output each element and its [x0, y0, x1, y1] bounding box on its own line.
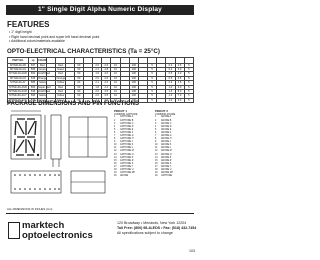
- table-cell: MTN4129-AG: [8, 67, 29, 71]
- table-cell: 100: [129, 85, 138, 89]
- table-cell: 8.0: [175, 89, 184, 93]
- table-cell: 2.6: [102, 72, 111, 76]
- table-cell: 2.1: [93, 81, 102, 85]
- pin-number: 16: [155, 162, 158, 165]
- pinout-2-subtitle: COMMON ANODE: [155, 113, 176, 117]
- table-cell: Green: [56, 68, 65, 72]
- opto-column-header: COLOR: [38, 58, 47, 62]
- pin-number: 4: [155, 125, 157, 128]
- table-cell: 635: [29, 89, 38, 93]
- pin-number: 18: [114, 169, 117, 171]
- table-cell: MTN4129-AR: [8, 63, 29, 67]
- table-cell: 5: [184, 76, 193, 80]
- table-cell: 60: [74, 81, 83, 85]
- opto-table-body: [8, 63, 194, 103]
- table-cell: 100: [129, 89, 138, 93]
- pin-function: CATHODE S: [120, 162, 134, 165]
- table-cell: Red: [56, 72, 65, 76]
- table-cell: 10: [111, 72, 120, 76]
- pin-number: 1: [114, 116, 116, 119]
- pin-function: ANODE DP: [161, 172, 173, 175]
- pin-number: 10: [114, 144, 117, 147]
- pin-function: ANODE U: [161, 169, 172, 171]
- table-cell: MTN4129-AUY: [9, 94, 27, 98]
- pin-function: CATHODE B: [120, 119, 134, 122]
- pin-function: ANODE K: [161, 144, 172, 147]
- footer-divider: [6, 213, 194, 214]
- pin-number: 6: [114, 131, 116, 134]
- table-cell: 2.8: [102, 67, 111, 71]
- table-cell: 60: [74, 89, 83, 93]
- pin-function: ANODE P: [161, 156, 172, 159]
- table-cell: 2.5: [102, 94, 111, 98]
- logo-line-1: marktech: [22, 220, 65, 231]
- pin-function: ANODE H: [161, 138, 172, 141]
- table-cell: 5: [184, 81, 193, 85]
- pin-number: 7: [155, 134, 157, 137]
- feature-item: • 1" digit height: [9, 30, 32, 34]
- page-banner: 1" Single Digit Alpha Numeric Display: [6, 5, 194, 15]
- pin-number: 13: [155, 153, 158, 156]
- table-cell: 5: [148, 63, 157, 67]
- company-logo-text: [22, 221, 93, 241]
- pin-number: 9: [155, 141, 157, 144]
- segment-pattern: [14, 119, 36, 155]
- pin-number: 11: [155, 147, 158, 150]
- pin-function: ANODE R: [161, 159, 172, 162]
- table-cell: 660: [29, 85, 38, 89]
- pin-function: CATHODE L: [120, 147, 133, 150]
- pin-row: [155, 175, 195, 178]
- pin-number: 2: [155, 119, 157, 122]
- pin-function: CATHODE T: [120, 165, 134, 168]
- table-cell: [157, 98, 166, 102]
- pin-number: 19: [114, 172, 117, 175]
- table-cell: 100: [129, 76, 138, 80]
- table-cell: 1.0: [166, 85, 175, 89]
- table-cell: 5: [148, 94, 157, 98]
- table-cell: 2.0: [93, 63, 102, 67]
- table-cell: Red: [56, 85, 65, 89]
- table-cell: 5: [148, 67, 157, 71]
- pin-number: 4: [114, 125, 116, 128]
- table-cell: 1.9: [93, 72, 102, 76]
- pin-function: CATHODE K: [120, 144, 134, 147]
- table-cell: 2.5: [102, 89, 111, 93]
- table-cell: 10: [111, 63, 120, 67]
- pin-function: ANODE C: [161, 122, 172, 125]
- pin-function: ANODE S: [161, 162, 172, 165]
- table-cell: 635: [29, 76, 38, 80]
- table-cell: 0.5: [166, 72, 175, 76]
- table-cell: Hi-Eff Red: [38, 90, 51, 94]
- spec-note: All specifications subject to change: [117, 230, 173, 235]
- table-cell: 1.8: [93, 85, 102, 89]
- table-cell: 60: [74, 67, 83, 71]
- pin-number: 15: [114, 159, 117, 162]
- pin-function: CATHODE P: [120, 156, 134, 159]
- table-cell: Hi-Eff Red: [38, 72, 51, 76]
- pin-function: CATHODE A: [120, 116, 134, 119]
- table-cell: 0.4: [166, 67, 175, 71]
- pinout-2-block: [155, 110, 195, 178]
- table-cell: 5: [148, 81, 157, 85]
- side-view-outline: [51, 115, 61, 159]
- table-cell: 697: [29, 63, 38, 67]
- pin-number: 12: [155, 150, 158, 153]
- table-cell: 10: [111, 89, 120, 93]
- table-cell: 6.0: [175, 85, 184, 89]
- table-cell: 2.1: [93, 98, 102, 102]
- table-cell: 10: [111, 67, 120, 71]
- page-number: 103: [189, 249, 195, 253]
- table-cell: 60: [74, 72, 83, 76]
- table-cell: 5: [148, 98, 157, 102]
- table-cell: 4.0: [175, 72, 184, 76]
- table-cell: 2.0: [93, 76, 102, 80]
- table-cell: 5: [148, 72, 157, 76]
- table-cell: 100: [129, 81, 138, 85]
- pin-dots: [14, 174, 60, 190]
- pin-function: CATHODE E: [120, 128, 134, 131]
- pin-function: ANODE F: [161, 131, 172, 134]
- table-cell: 1.2: [166, 94, 175, 98]
- table-cell: 100: [129, 67, 138, 71]
- table-cell: 5: [148, 85, 157, 89]
- table-cell: 660: [29, 72, 38, 76]
- pin-function: ANODE G: [161, 134, 172, 137]
- pin-function: ANODE D: [161, 125, 172, 128]
- pin-function: ANODE B: [161, 119, 172, 122]
- pin-function: CATHODE F: [120, 131, 134, 134]
- decimal-point: [37, 154, 39, 156]
- table-cell: 3.0: [175, 67, 184, 71]
- pin-number: 3: [114, 122, 116, 125]
- table-cell: 2.6: [102, 81, 111, 85]
- opto-column-header: λp: [29, 58, 38, 64]
- pinout-1-title: PINOUT 1: [114, 109, 127, 113]
- pin-number: 17: [114, 165, 117, 168]
- table-cell: 60: [74, 94, 83, 98]
- table-cell: Green: [56, 98, 65, 102]
- logo-line-2: optoelectronics: [22, 230, 93, 241]
- table-cell: Red: [56, 63, 65, 67]
- company-address: [117, 221, 195, 235]
- table-cell: 2.6: [102, 63, 111, 67]
- table-cell: 2.1: [93, 67, 102, 71]
- table-cell: 5: [148, 89, 157, 93]
- table-cell: Yellow: [38, 81, 46, 85]
- pin-function: ANODE M: [161, 150, 172, 153]
- address-line: 120 Broadway • Menands, New York 12204: [117, 221, 187, 225]
- table-cell: 0.3: [166, 63, 175, 67]
- pin-number: 9: [114, 141, 116, 144]
- table-cell: Yellow: [56, 81, 65, 85]
- pin-number: 15: [155, 159, 158, 162]
- pin-function: CATHODE C: [120, 122, 134, 125]
- table-cell: 565: [29, 67, 38, 71]
- pin-function: ANODE L: [161, 147, 172, 150]
- table-cell: 10: [111, 76, 120, 80]
- pin-function: CATHODE N: [120, 153, 134, 156]
- pin-function: CATHODE G: [120, 134, 134, 137]
- table-cell: 2.6: [102, 98, 111, 102]
- table-cell: 585: [29, 81, 38, 85]
- table-cell: 5: [184, 94, 193, 98]
- table-cell: 60: [74, 76, 83, 80]
- pin-number: 12: [114, 150, 117, 153]
- table-cell: 6.0: [175, 98, 184, 102]
- pin-function: ANODE E: [161, 128, 172, 131]
- table-cell: 590: [29, 94, 38, 98]
- table-cell: 5: [184, 72, 193, 76]
- pin-function: CATHODE H: [120, 138, 134, 141]
- pin-number: 8: [114, 138, 116, 141]
- marktech-logo-icon: [8, 222, 20, 239]
- pin-function: ANODE N: [161, 153, 172, 156]
- table-cell: MTN4129-ASR: [9, 85, 27, 89]
- table-cell: MTN4129-AUG: [9, 98, 27, 102]
- table-cell: MTN4129-AO: [8, 76, 29, 80]
- opto-column-header: PART NO.: [8, 58, 29, 64]
- feature-item: • Right hand decimal point and super left hand decimal point: [9, 34, 100, 39]
- table-cell: 2.5: [175, 63, 184, 67]
- opto-table: [7, 57, 194, 103]
- pin-number: 13: [114, 153, 117, 156]
- table-cell: Orange: [38, 76, 47, 80]
- pin-number: 10: [155, 144, 158, 147]
- table-cell: 5: [148, 76, 157, 80]
- pin-function: ANODE: [120, 175, 129, 178]
- table-cell: MTN4129-AY: [8, 81, 29, 85]
- pin-number: 20: [114, 175, 117, 178]
- pin-function: CATHODE D: [120, 125, 134, 128]
- features-list: [9, 30, 99, 44]
- table-cell: 1.0: [166, 98, 175, 102]
- table-cell: MTN4129-AUR: [9, 90, 27, 94]
- pinout-1-block: [114, 110, 154, 178]
- table-cell: Red: [56, 89, 65, 93]
- table-cell: 10: [111, 81, 120, 85]
- table-cell: 60: [74, 85, 83, 89]
- table-cell: Green: [38, 68, 46, 72]
- pin-number: 19: [155, 172, 158, 175]
- table-cell: 5: [184, 89, 193, 93]
- dimension-note: ALL DIMENSIONS IN INCHES [mm]: [7, 207, 53, 211]
- table-cell: 7.0: [175, 94, 184, 98]
- package-dimension-drawing: [7, 109, 113, 205]
- pin-function: CATHODE R: [120, 159, 134, 162]
- table-cell: 0.5: [166, 76, 175, 80]
- features-heading: FEATURES: [7, 20, 50, 29]
- table-cell: [138, 98, 147, 102]
- table-cell: 2.6: [102, 76, 111, 80]
- pin-number: 3: [155, 122, 157, 125]
- table-cell: 5: [184, 98, 193, 102]
- pin-number: 6: [155, 131, 157, 134]
- table-cell: 100: [129, 72, 138, 76]
- pin-function: CATHODE M: [120, 150, 134, 153]
- table-cell: 0.3: [166, 81, 175, 85]
- pin-number: 20: [155, 175, 158, 178]
- table-cell: Orange: [56, 76, 66, 80]
- table-cell: 570: [29, 98, 38, 102]
- opto-heading: OPTO-ELECTRICAL CHARACTERISTICS (Ta = 25°C): [7, 48, 160, 55]
- table-cell: 60: [74, 98, 83, 102]
- pin-number: 8: [155, 138, 157, 141]
- pinout-2-title: PINOUT 2: [155, 109, 168, 113]
- table-cell: 1.5: [166, 89, 175, 93]
- table-cell: 100: [129, 94, 138, 98]
- pin-number: 7: [114, 134, 116, 137]
- bottom-view-outline: [11, 171, 61, 193]
- pin-function: CATHODE: [161, 175, 173, 178]
- pin-function: ANODE A: [161, 116, 172, 119]
- table-cell: 10: [111, 94, 120, 98]
- table-cell: Green: [38, 98, 46, 102]
- table-cell: 60: [74, 63, 83, 67]
- table-cell: Yellow: [56, 94, 65, 98]
- table-cell: 2.0: [93, 94, 102, 98]
- pin-function: ANODE J: [161, 141, 171, 144]
- table-cell: 100: [129, 98, 138, 102]
- pin-number: 2: [114, 119, 116, 122]
- pin-number: 5: [114, 128, 116, 131]
- table-cell: Yellow: [38, 94, 46, 98]
- pin-function: CATHODE DP: [120, 172, 135, 175]
- pin-number: 14: [155, 156, 158, 159]
- table-cell: 3.5: [175, 76, 184, 80]
- table-cell: Super Red: [38, 85, 51, 89]
- pinout-1-subtitle: COMMON CATHODE: [114, 113, 138, 117]
- package-heading: PACKAGE DIMENSIONS AND PIN FUNCTIONS: [7, 101, 140, 107]
- table-cell: Red: [38, 63, 47, 67]
- table-cell: 10: [111, 98, 120, 102]
- pin-row: [114, 175, 154, 178]
- table-cell: 5: [184, 63, 193, 67]
- pin-function: CATHODE U: [120, 169, 134, 171]
- pin-number: 1: [155, 116, 157, 119]
- pin-number: 14: [114, 156, 117, 159]
- pin-number: 5: [155, 128, 157, 131]
- table-cell: 5: [184, 67, 193, 71]
- phone-line: Toll Free: (800) 98-4LEDS • Fax: (518) 432-7454: [117, 225, 197, 230]
- table-cell: 5: [184, 85, 193, 89]
- table-cell: 2.4: [102, 85, 111, 89]
- pin-function: CATHODE J: [120, 141, 133, 144]
- table-cell: MTN4129-AHR: [9, 72, 27, 76]
- pin-number: 17: [155, 165, 158, 168]
- pin-number: 11: [114, 147, 117, 150]
- table-cell: 2.5: [175, 81, 184, 85]
- table-cell: 10: [111, 85, 120, 89]
- pin-number: 16: [114, 162, 117, 165]
- feature-item: • Additional colors/materials available: [9, 39, 65, 44]
- pin-function: ANODE T: [161, 165, 172, 168]
- table-cell: 100: [129, 63, 138, 67]
- pin-number: 18: [155, 169, 158, 171]
- table-cell: 2.0: [93, 89, 102, 93]
